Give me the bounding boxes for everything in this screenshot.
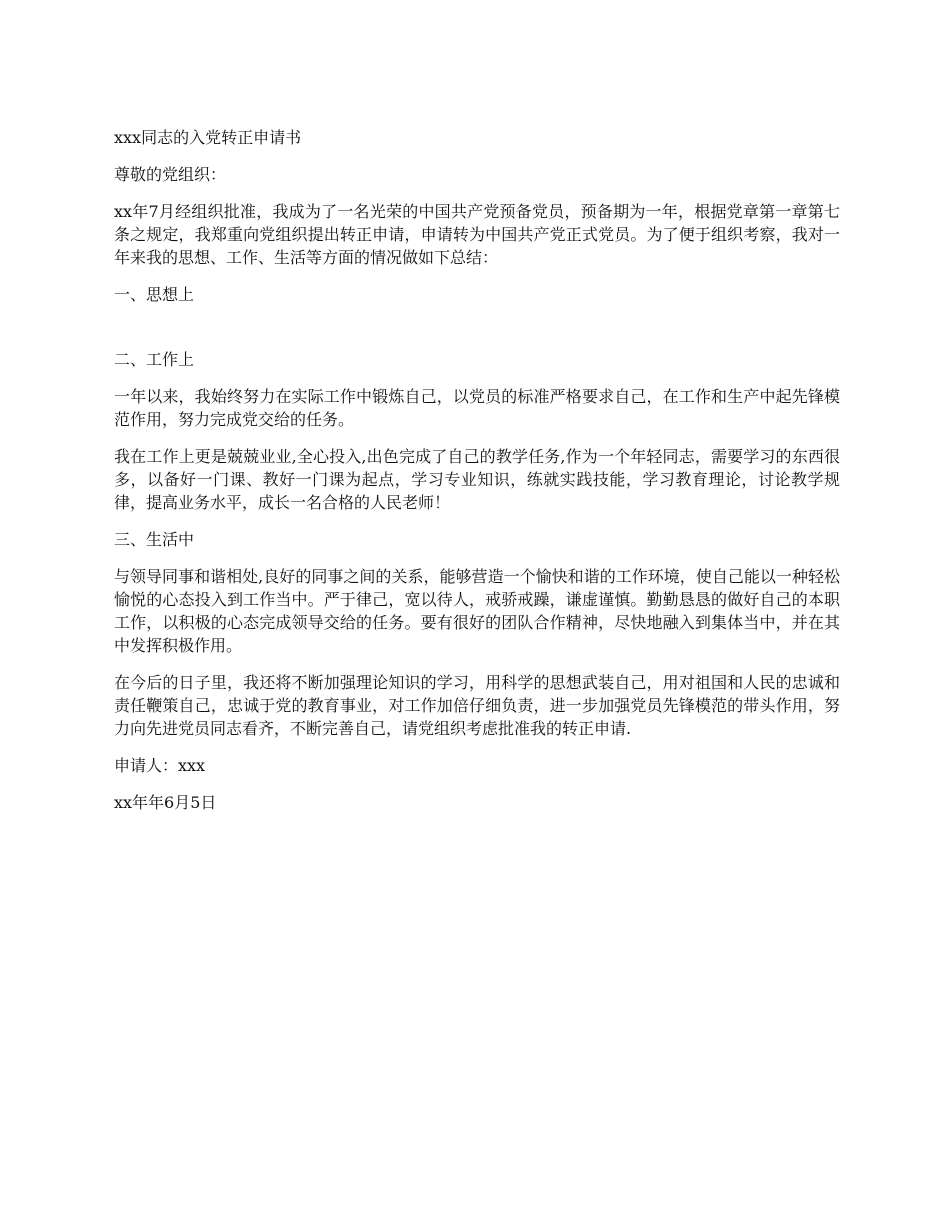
empty-section-space [114,320,840,348]
application-date: xx年年6月5日 [114,793,217,812]
document-title: xxx同志的入党转正申请书 [114,128,302,147]
closing-paragraph: 在今后的日子里，我还将不断加强理论知识的学习，用科学的思想武装自己，用对祖国和人民的忠诚和责任鞭策自己，忠诚于党的教育事业，对工作加倍仔细负责，进一步加强党员先锋模范的带头作用，努力向先进党员同志看齐，不断完善自己，请党组织考虑批准我的转正申请. [114,673,840,738]
intro-paragraph: xx年7月经组织批准，我成为了一名光荣的中国共产党预备党员，预备期为一年，根据党章第一章第七条之规定，我郑重向党组织提出转正申请，申请转为中国共产党正式党员。为了便于组织考察，我对一年来我的思想、工作、生活等方面的情况做如下总结： [114,202,840,267]
document-body [114,126,840,828]
work-paragraph-2: 我在工作上更是兢兢业业,全心投入,出色完成了自己的教学任务,作为一个年轻同志，需要学习的东西很多，以备好一门课、教好一门课为起点，学习专业知识，练就实践技能，学习教育理论，讨论教学规律，提高业务水平，成长一名合格的人民老师！ [114,447,840,512]
section-heading-life: 三、生活中 [114,530,195,549]
section-heading-thought: 一、思想上 [114,285,195,304]
salutation: 尊敬的党组织： [114,165,227,184]
work-paragraph-1: 一年以来，我始终努力在实际工作中锻炼自己，以党员的标准严格要求自己，在工作和生产中起先锋模范作用，努力完成党交给的任务。 [114,387,840,429]
applicant-signature: 申请人：xxx [114,756,206,775]
section-heading-work: 二、工作上 [114,350,195,369]
life-paragraph: 与领导同事和谐相处,良好的同事之间的关系，能够营造一个愉快和谐的工作环境，使自己能以一种轻松愉悦的心态投入到工作当中。严于律己，宽以待人，戒骄戒躁，谦虚谨慎。勤勤恳恳的做好自己的本职工作，以积极的心态完成领导交给的任务。要有很好的团队合作精神，尽快地融入到集体当中，并在其中发挥积极作用。 [114,567,840,655]
